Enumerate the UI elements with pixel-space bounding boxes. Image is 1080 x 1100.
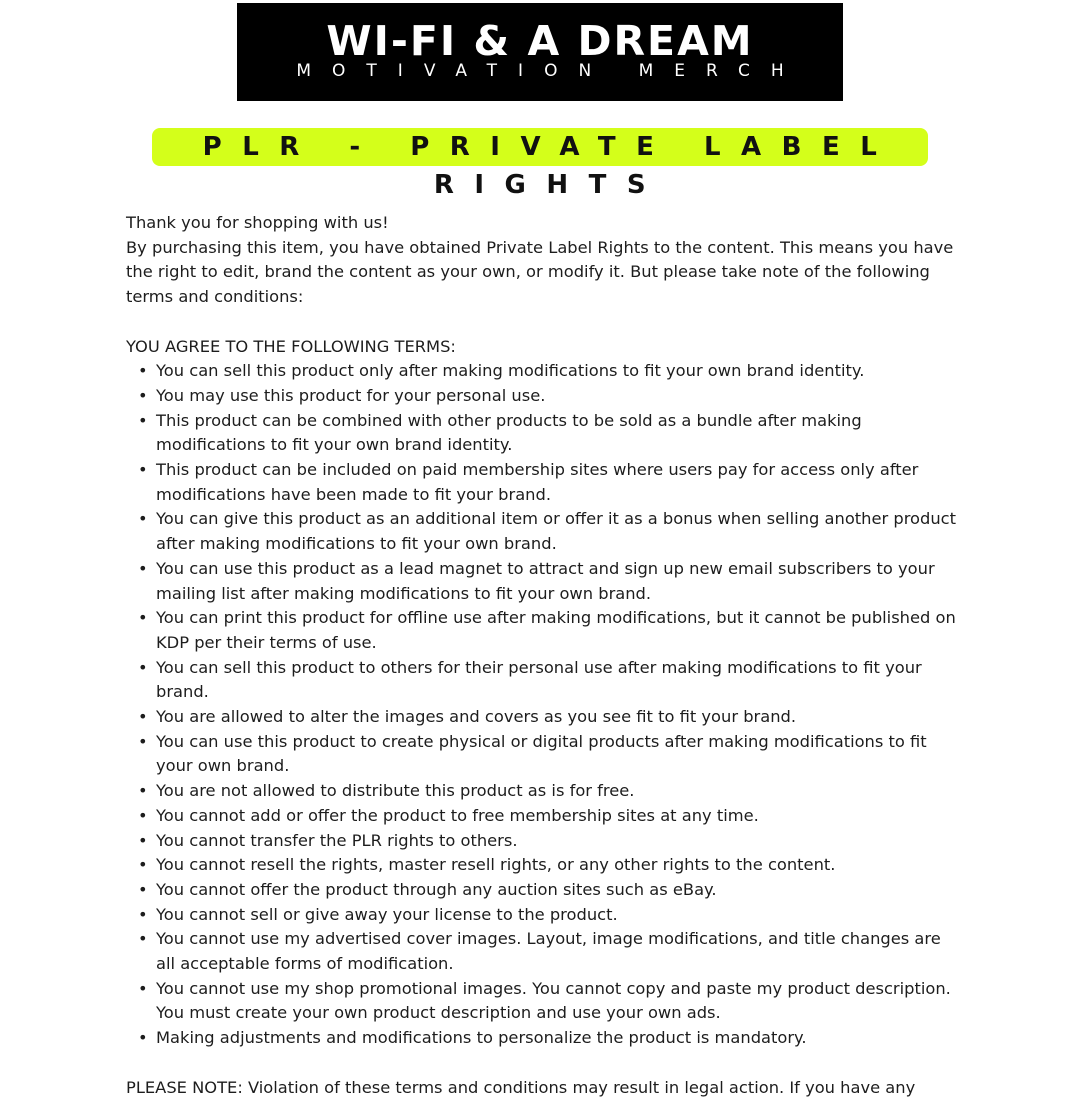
term-text: You can give this product as an additional item or offer it as a bonus when selling another product after making modifications to fit your own brand. xyxy=(156,509,956,554)
terms-heading: YOU AGREE TO THE FOLLOWING TERMS: xyxy=(126,336,456,356)
bullet-icon: • xyxy=(138,855,148,875)
thank-you-line: Thank you for shopping with us! xyxy=(126,213,389,232)
list-item xyxy=(126,458,956,507)
term-text: You cannot add or offer the product to free membership sites at any time. xyxy=(156,805,759,825)
document-body xyxy=(126,211,956,1100)
list-item xyxy=(126,779,956,804)
term-text: You cannot use my advertised cover images. Layout, image modifications, and title changes are all acceptable forms of modification. xyxy=(156,929,941,974)
term-text: You cannot resell the rights, master resell rights, or any other rights to the content. xyxy=(156,855,836,875)
bullet-icon: • xyxy=(138,558,148,578)
list-item xyxy=(126,927,956,976)
bullet-icon: • xyxy=(138,731,148,751)
list-item xyxy=(126,384,956,409)
list-item xyxy=(126,853,956,878)
list-item xyxy=(126,829,956,854)
bullet-icon: • xyxy=(138,978,148,998)
list-item xyxy=(126,977,956,1026)
term-text: You cannot sell or give away your license to the product. xyxy=(156,904,618,924)
plr-banner: PLR - PRIVATE LABEL RIGHTS xyxy=(152,128,928,166)
list-item xyxy=(126,878,956,903)
intro-paragraph: By purchasing this item, you have obtained Private Label Rights to the content. This means you have the right to edit, brand the content as your own, or modify it. But please take note of the following terms and conditions: xyxy=(126,237,954,307)
list-item xyxy=(126,1026,956,1051)
term-text: You cannot offer the product through any auction sites such as eBay. xyxy=(156,879,717,899)
list-item xyxy=(126,606,956,655)
bullet-icon: • xyxy=(138,929,148,949)
term-text: You can sell this product only after making modifications to fit your own brand identity. xyxy=(156,361,865,381)
bullet-icon: • xyxy=(138,460,148,480)
list-item xyxy=(126,557,956,606)
term-text: You cannot use my shop promotional images. You cannot copy and paste my product description. You must create your own product description and use your own ads. xyxy=(156,978,951,1023)
term-text: You can use this product to create physical or digital products after making modifications to fit your own brand. xyxy=(156,731,927,776)
list-item xyxy=(126,409,956,458)
term-text: You are allowed to alter the images and covers as you see fit to fit your brand. xyxy=(156,707,797,727)
term-text: You can sell this product to others for their personal use after making modifications to fit your brand. xyxy=(156,657,922,702)
brand-logo xyxy=(237,3,843,101)
list-item xyxy=(126,730,956,779)
spacer xyxy=(126,310,956,335)
term-text: This product can be included on paid membership sites where users pay for access only after modifications have been made to fit your brand. xyxy=(156,460,919,504)
bullet-icon: • xyxy=(138,707,148,727)
bullet-icon: • xyxy=(138,805,148,825)
bullet-icon: • xyxy=(138,608,148,628)
term-text: This product can be combined with other products to be sold as a bundle after making modifications to fit your own brand identity. xyxy=(156,410,862,455)
list-item xyxy=(126,804,956,829)
logo-subtitle: MOTIVATION MERCH xyxy=(296,61,805,81)
term-text: Making adjustments and modifications to personalize the product is mandatory. xyxy=(156,1028,807,1048)
bullet-icon: • xyxy=(138,410,148,430)
bullet-icon: • xyxy=(138,657,148,677)
bullet-icon: • xyxy=(138,385,148,405)
term-text: You are not allowed to distribute this product as is for free. xyxy=(156,781,635,801)
list-item xyxy=(126,656,956,705)
term-text: You may use this product for your personal use. xyxy=(156,385,546,405)
term-text: You cannot transfer the PLR rights to others. xyxy=(156,830,518,850)
bullet-icon: • xyxy=(138,509,148,529)
term-text: You can use this product as a lead magnet to attract and sign up new email subscribers to your mailing list after making modifications to fit your own brand. xyxy=(156,558,935,603)
list-item xyxy=(126,705,956,730)
bullet-icon: • xyxy=(138,830,148,850)
terms-list xyxy=(126,359,956,1051)
bullet-icon: • xyxy=(138,879,148,899)
term-text: You can print this product for offline use after making modifications, but it cannot be published on KDP per their terms of use. xyxy=(156,608,956,652)
legal-note: PLEASE NOTE: Violation of these terms and conditions may result in legal action. If you have any xyxy=(126,1077,916,1097)
bullet-icon: • xyxy=(138,781,148,801)
list-item xyxy=(126,903,956,928)
list-item xyxy=(126,359,956,384)
bullet-icon: • xyxy=(138,904,148,924)
logo-title: WI-FI & A DREAM xyxy=(326,17,754,65)
bullet-icon: • xyxy=(138,361,148,381)
bullet-icon: • xyxy=(138,1028,148,1048)
spacer xyxy=(126,1051,956,1076)
list-item xyxy=(126,507,956,556)
